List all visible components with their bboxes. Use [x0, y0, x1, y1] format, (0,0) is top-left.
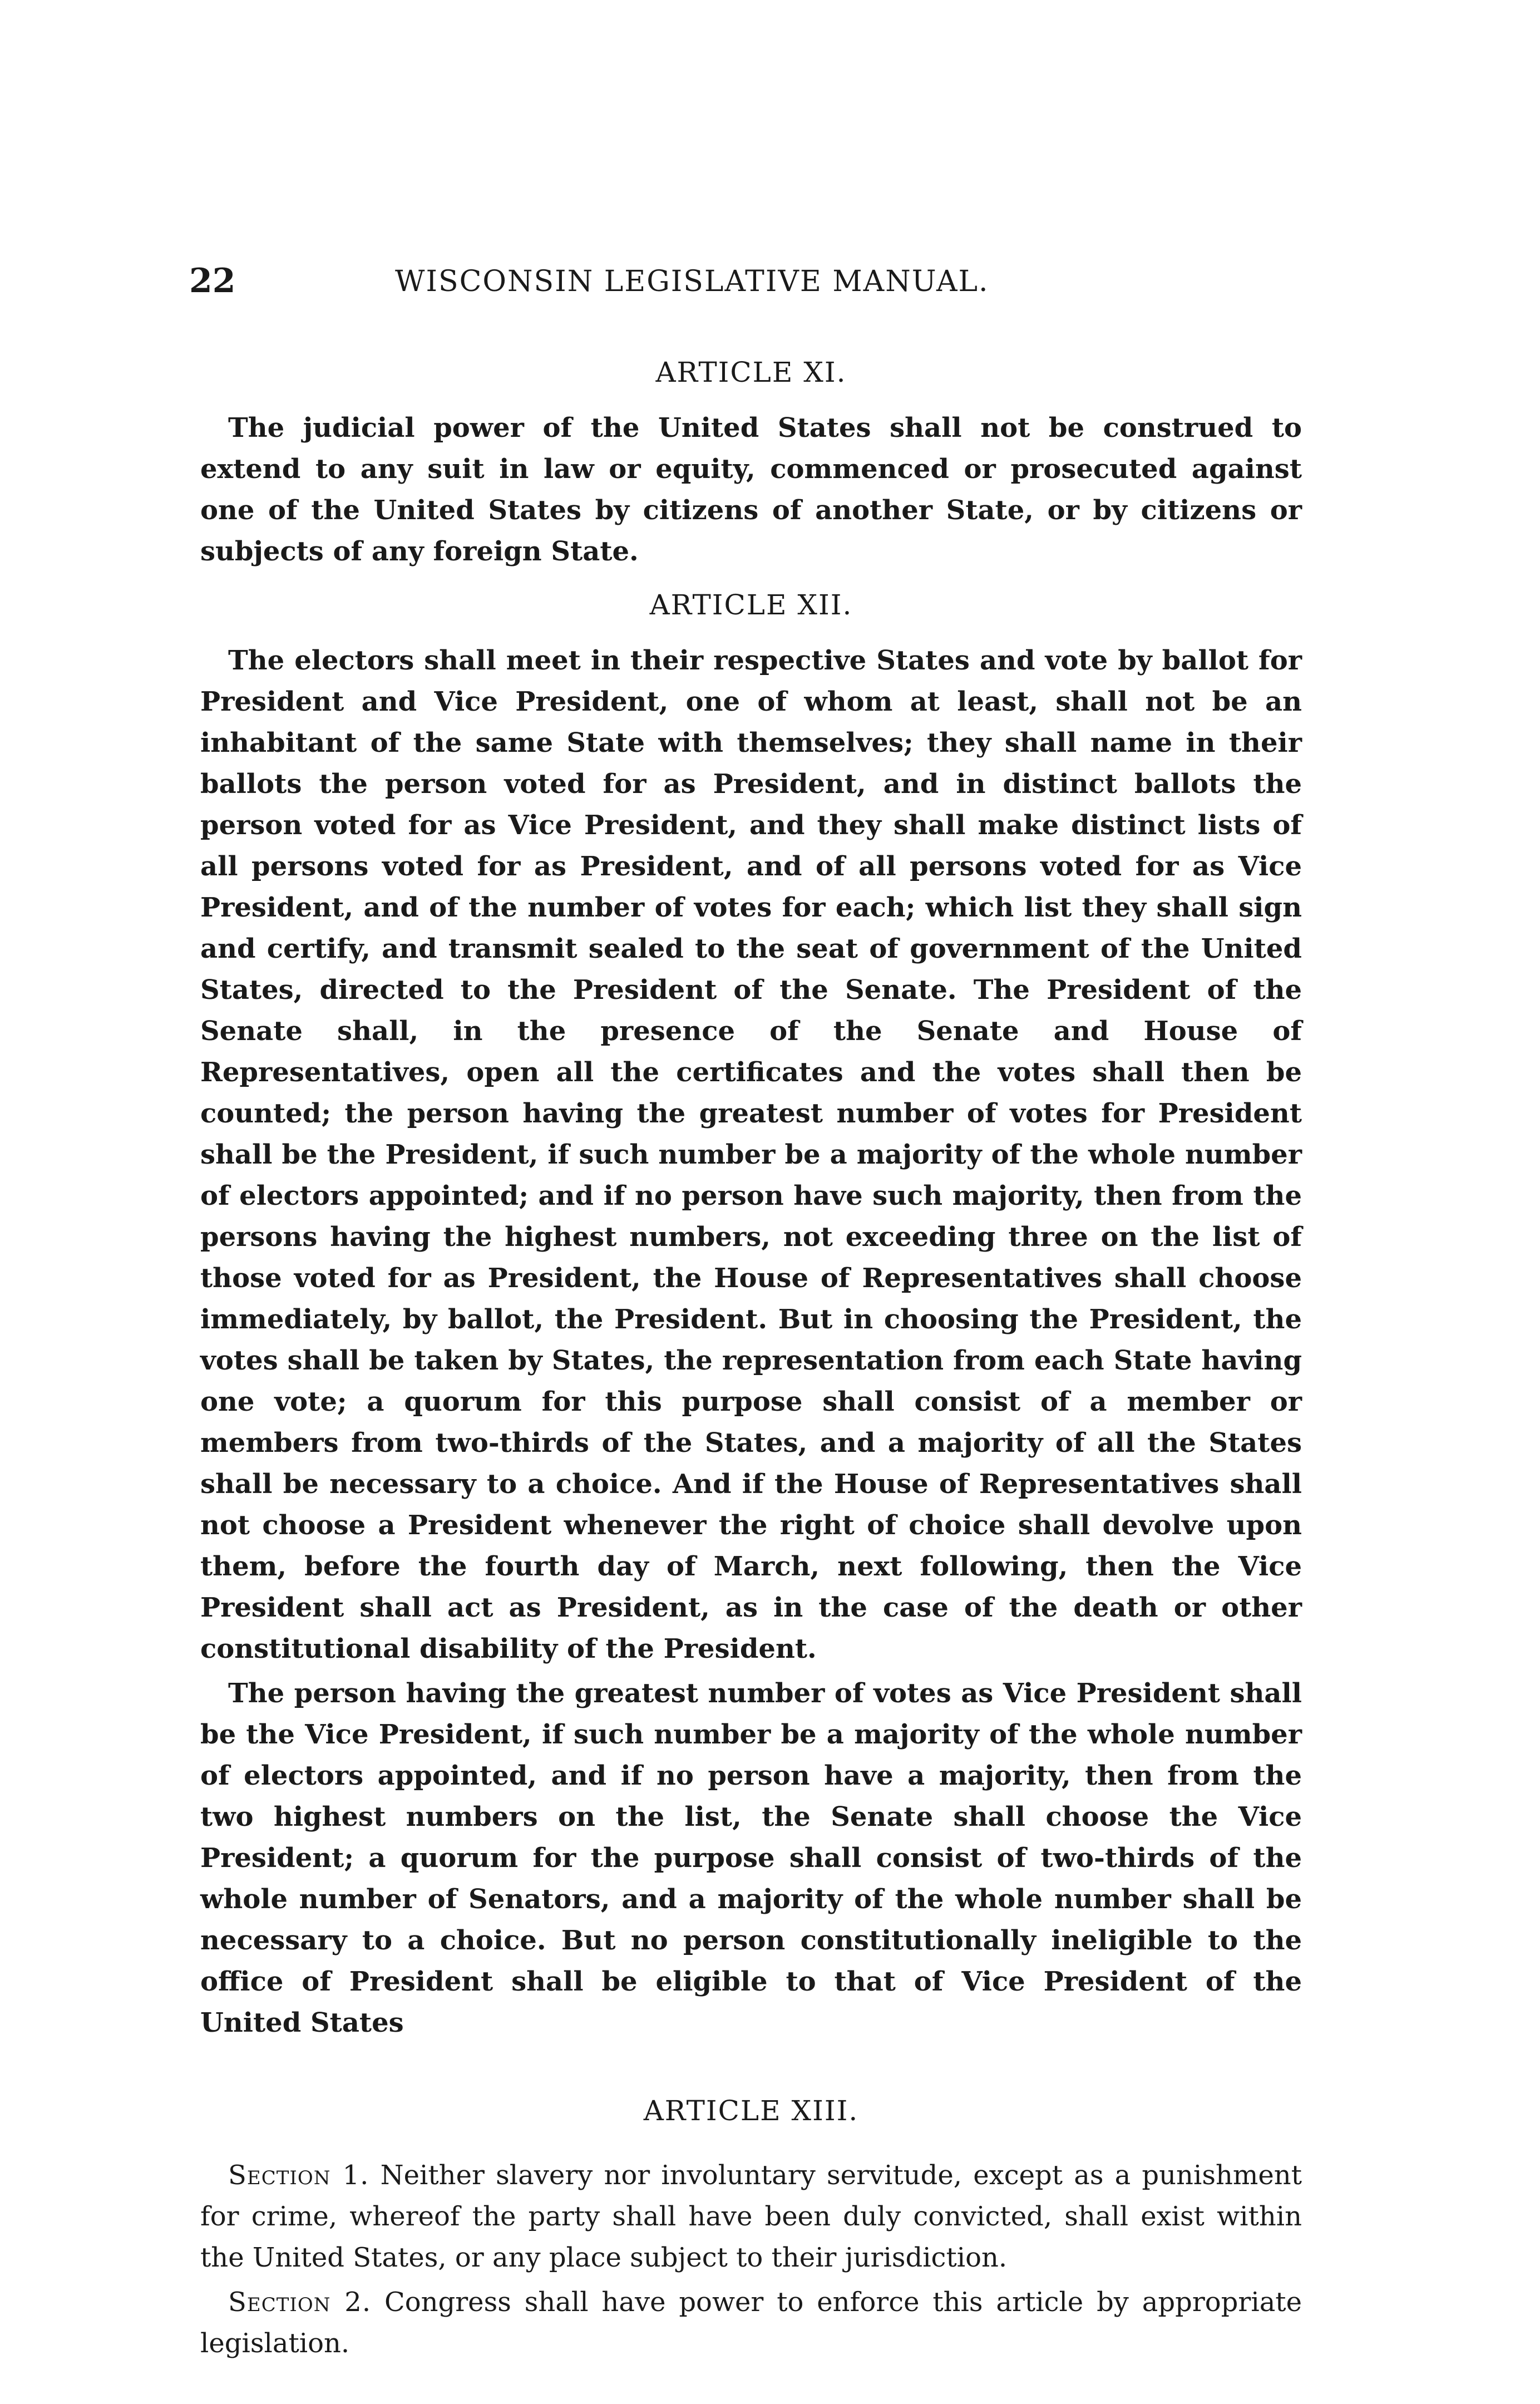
running-title: WISCONSIN LEGISLATIVE MANUAL.: [395, 265, 989, 298]
page-number: 22: [189, 262, 236, 300]
article-13-heading: ARTICLE XIII.: [643, 2095, 859, 2127]
article-12-paragraph-1: The electors shall meet in their respective States and vote by ballot for President and Vice President, one of whom at least, shall not be an inhabitant of the same State with themselves; they shall name in their ballots the person voted for as President, and in distinct ballots the person voted for as Vice President, and they shall make distinct lists of all persons voted for as President, and of all persons voted for as Vice President, and of the number of votes for each; which list they shall sign and certify, and transmit sealed to the seat of government of the United States, directed to the President of the Senate. The President of the Senate shall, in the presence of the Senate and House of Representatives, open all the certificates and the votes shall then be counted; the person having the greatest number of votes for President shall be the President, if such number be a majority of the whole number of electors appointed; and if no person have such majority, then from the persons having the highest numbers, not exceeding three on the list of those voted for as President, the House of Representatives shall choose immediately, by ballot, the President. But in choosing the President, the votes shall be taken by States, the representation from each State having one vote; a quorum for this purpose shall consist of a member or members from two-thirds of the States, and a majority of all the States shall be necessary to a choice. And if the House of Representatives shall not choose a President whenever the right of choice shall devolve upon them, before the fourth day of March, next following, then the Vice President shall act as President, as in the case of the death or other constitutional disability of the President.: [200, 645, 1302, 1664]
article-13-section-1: [200, 2155, 1302, 2278]
running-head: [189, 262, 1335, 306]
article-13-section-2: [200, 2282, 1302, 2364]
section-1-text: Neither slavery nor involuntary servitude, except as a punishment for crime, whereof the party shall have been duly convicted, shall exist within the United States, or any place subject to their jurisdiction.: [200, 2160, 1302, 2273]
article-12-paragraph-2: The person having the greatest number of votes as Vice President shall be the Vice President, if such number be a majority of the whole number of electors appointed, and if no person have a majority, then from the two highest numbers on the list, the Senate shall choose the Vice President; a quorum for the purpose shall consist of two-thirds of the whole number of Senators, and a majority of the whole number shall be necessary to a choice. But no person constitutionally ineligible to the office of President shall be eligible to that of Vice President of the United States: [200, 1678, 1302, 2038]
section-1-label: Section 1.: [228, 2160, 369, 2191]
article-11-paragraph: The judicial power of the United States shall not be construed to extend to any suit in law or equity, commenced or prosecuted against one of the United States by citizens of another State, or by citizens or subjects of any foreign State.: [200, 412, 1302, 567]
section-2-text: Congress shall have power to enforce this article by appropriate legislation.: [200, 2287, 1302, 2359]
text-column: [200, 356, 1302, 2364]
article-11-heading: ARTICLE XI.: [655, 356, 847, 388]
article-12-heading: ARTICLE XII.: [649, 589, 853, 621]
section-2-label: Section 2.: [228, 2287, 372, 2318]
